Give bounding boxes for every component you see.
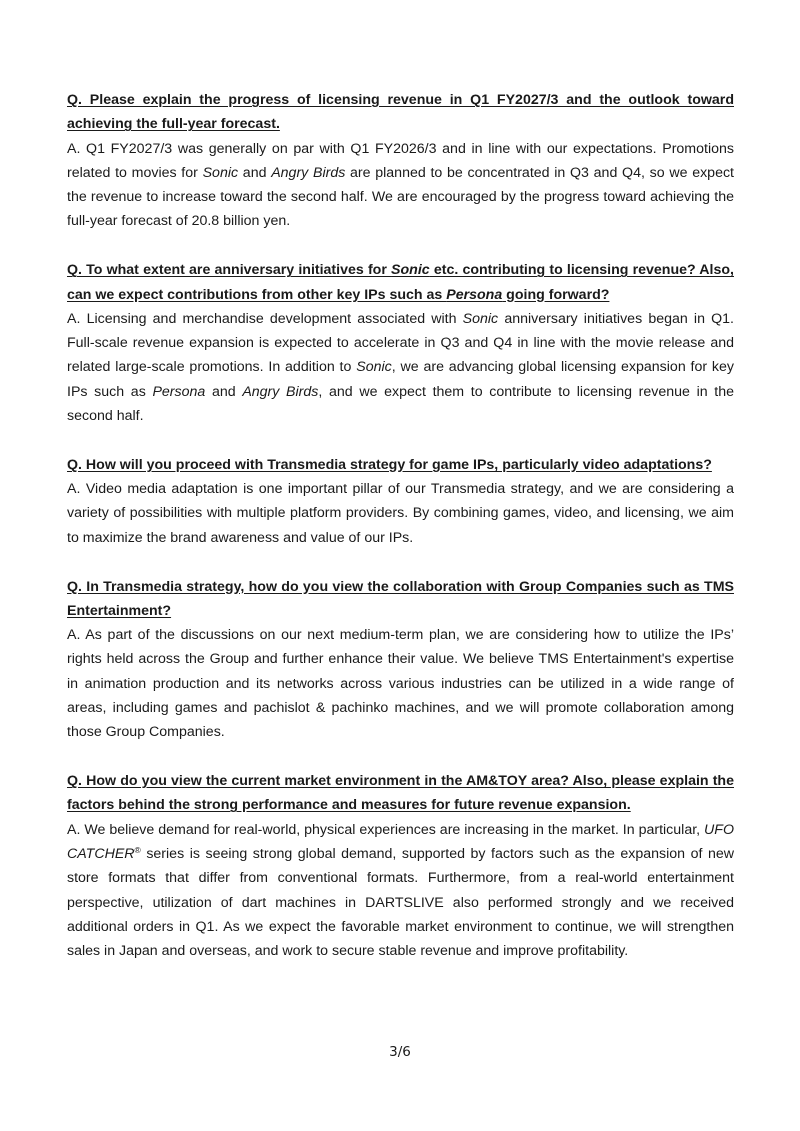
qa-block <box>67 575 734 745</box>
page-number: 3/6 <box>389 1044 411 1060</box>
qa-block <box>67 88 734 234</box>
qa-block <box>67 258 734 428</box>
document-body <box>67 88 734 988</box>
question: Q. How will you proceed with Transmedia strategy for game IPs, particularly video adaptations? <box>67 456 712 473</box>
answer: A. Video media adaptation is one important pillar of our Transmedia strategy, and we are considering a variety of possibilities with multiple platform providers. By combining games, video, and licensing, we aim to maximize the brand awareness and value of our IPs. <box>67 481 734 546</box>
answer: A. Licensing and merchandise development associated with Sonic anniversary initiatives began in Q1. Full-scale revenue expansion is expected to accelerate in Q3 and Q4 in line with the movie release and related large-scale promotions. In addition to Sonic, we are advancing global licensing expansion for key IPs such as Persona and Angry Birds, and we expect them to contribute to licensing revenue in the second half. <box>67 310 735 425</box>
qa-block <box>67 453 734 550</box>
answer: A. As part of the discussions on our next medium-term plan, we are considering how to utilize the IPs’ rights held across the Group and further enhance their value. We believe TMS Entertainment's expertise in animation production and its networks across various industries can be utilized in a wide range of areas, including games and pachislot & pachinko machines, and we will promote collaboration among those Group Companies. <box>67 627 734 741</box>
answer: A. Q1 FY2027/3 was generally on par with Q1 FY2026/3 and in line with our expectations. Promotions related to movies for Sonic and Angry Birds are planned to be concentrated in Q3 and Q4, so we expect the revenue to increase toward the second half. We are encouraged by the progress toward achieving the full-year forecast of 20.8 billion yen. <box>67 140 734 230</box>
question: Q. How do you view the current market environment in the AM&TOY area? Also, please explain the factors behind the strong performance and measures for future revenue expansion. <box>67 773 734 814</box>
answer: A. We believe demand for real-world, physical experiences are increasing in the market. In particular, UFO CATCHER® series is seeing strong global demand, supported by factors such as the expansion of new store formats that differ from conventional formats. Furthermore, from a real-world entertainment perspective, utilization of dart machines in DARTSLIVE also performed strongly and we received additional orders in Q1. As we expect the favorable market environment to continue, we will strengthen sales in Japan and overseas, and work to secure stable revenue and improve profitability. <box>67 821 734 960</box>
question: Q. Please explain the progress of licensing revenue in Q1 FY2027/3 and the outlook toward achieving the full-year forecast. <box>67 92 734 133</box>
question: Q. To what extent are anniversary initiatives for Sonic etc. contributing to licensing revenue? Also, can we expect contributions from other key IPs such as Persona going forward? <box>67 262 734 303</box>
question: Q. In Transmedia strategy, how do you view the collaboration with Group Companies such as TMS Entertainment? <box>67 578 734 619</box>
qa-block <box>67 769 734 963</box>
registered-trademark-mark: ® <box>134 845 141 856</box>
